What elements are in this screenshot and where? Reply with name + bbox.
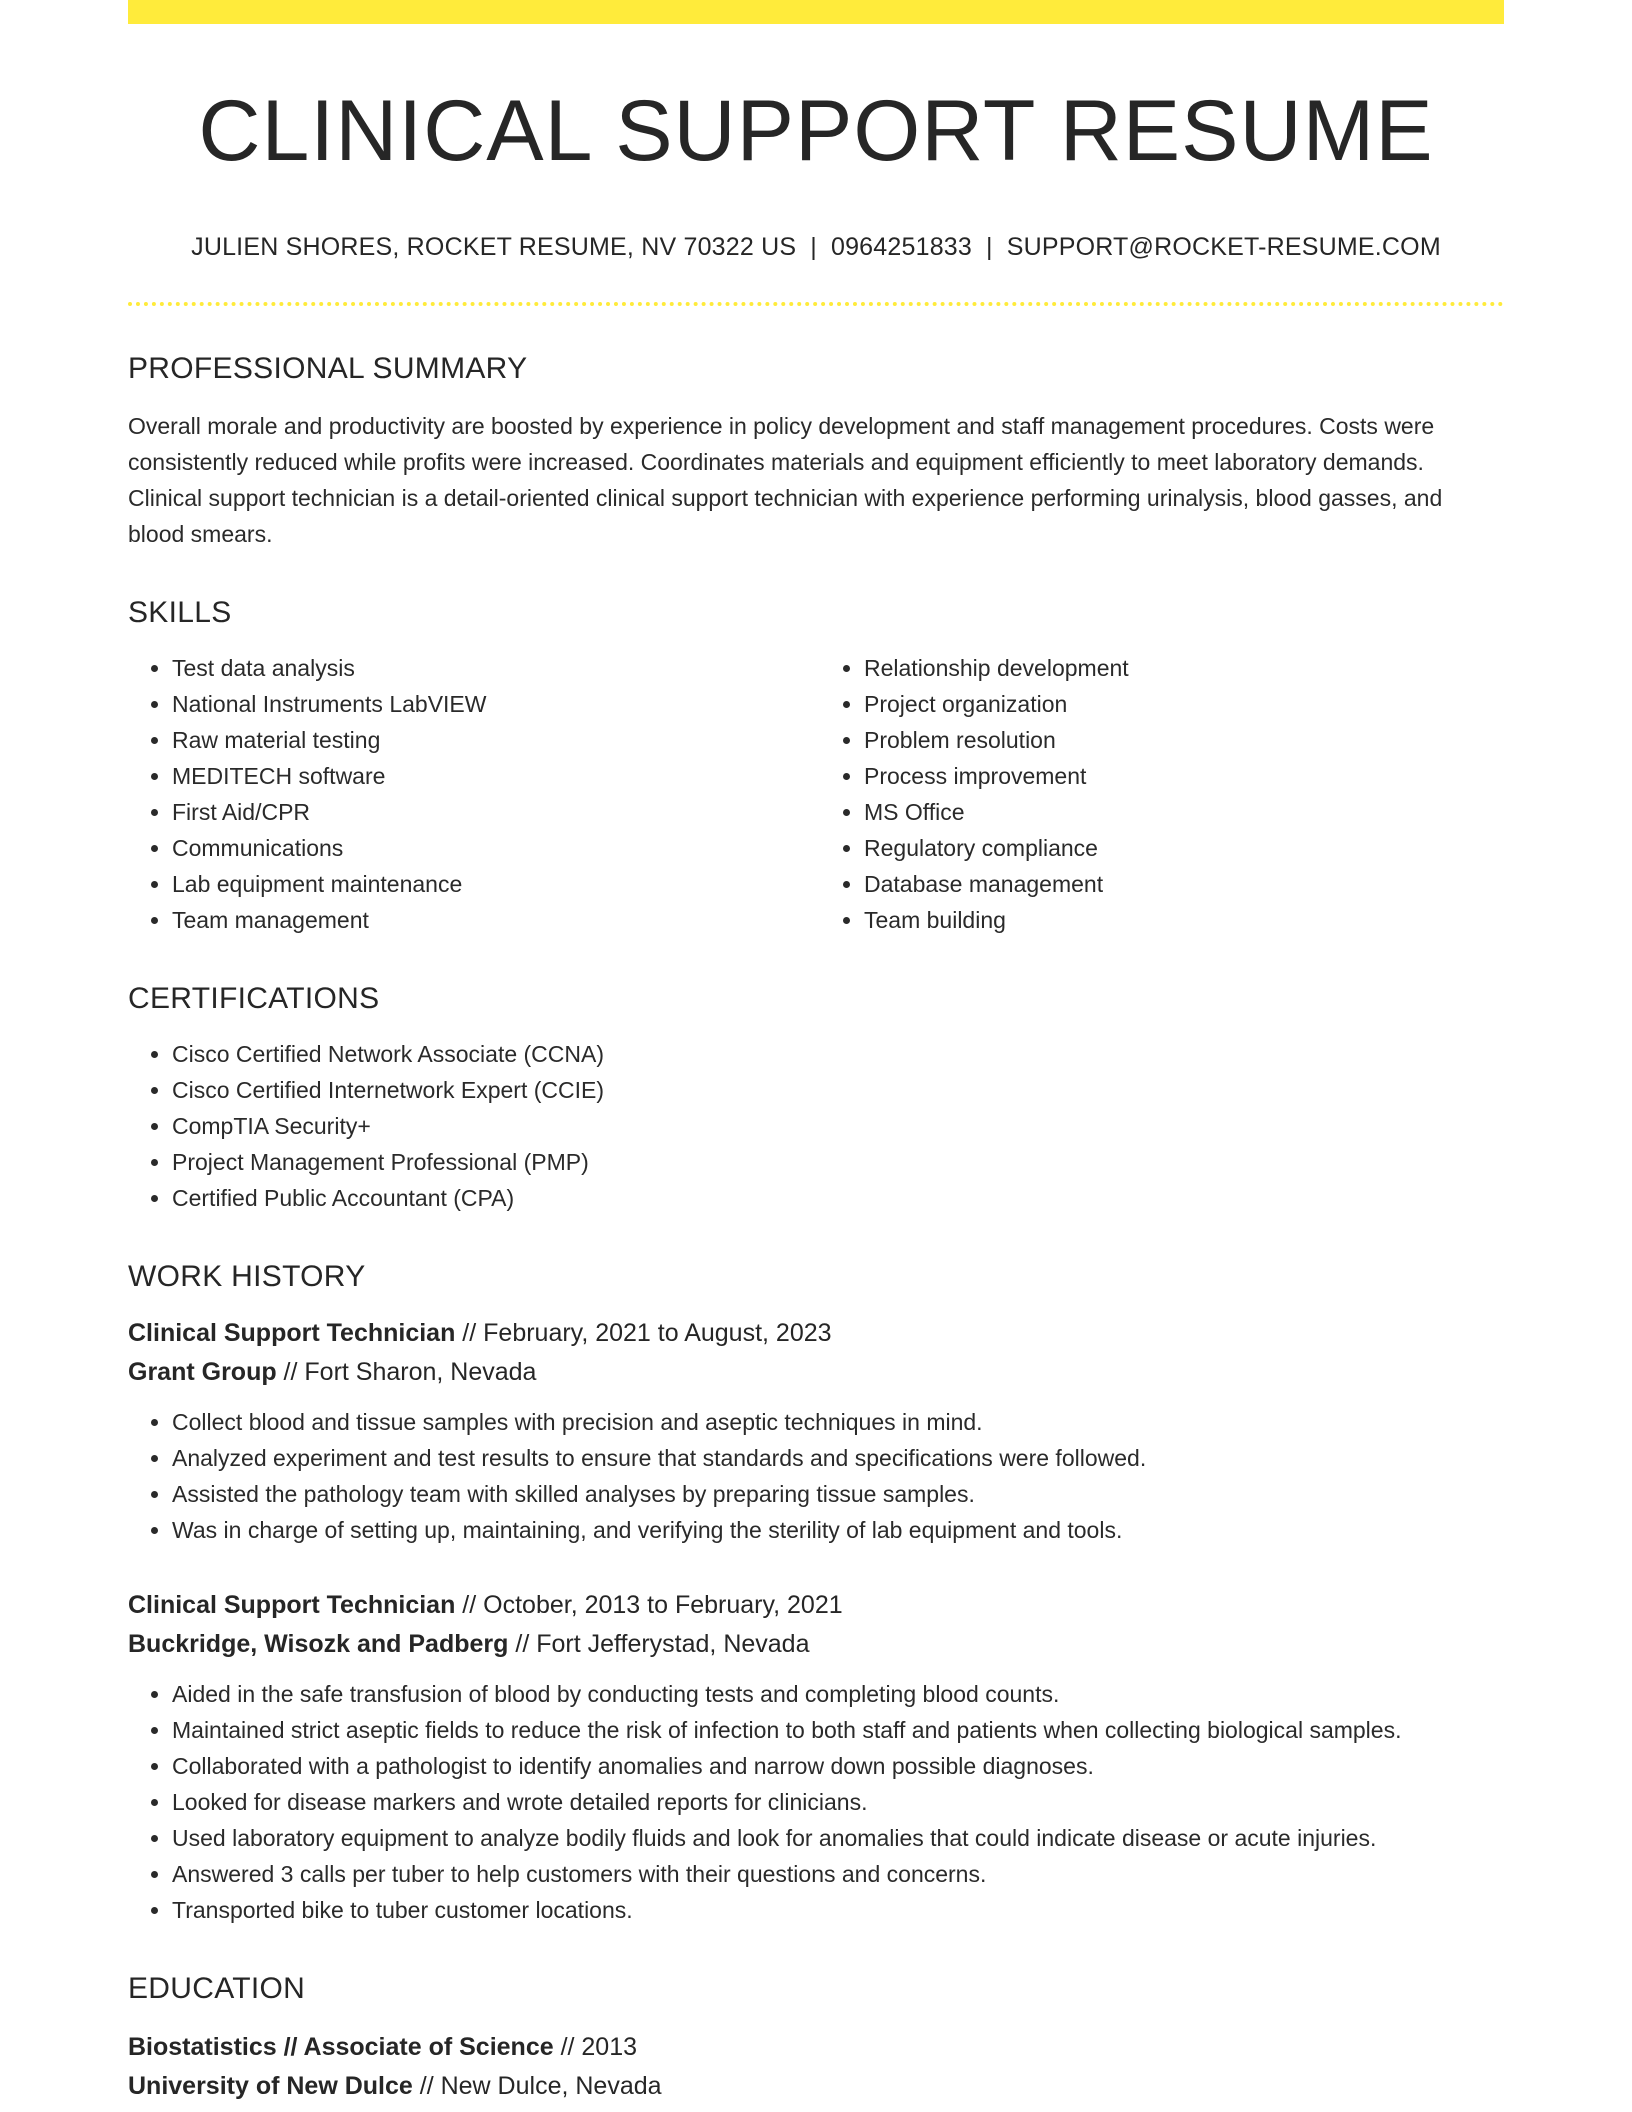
job-bullet: • Answered 3 calls per tuber to help customers with their questions and concerns. bbox=[172, 1856, 1504, 1892]
skills-list-right bbox=[816, 650, 1504, 938]
work-history-section bbox=[128, 1260, 1504, 1928]
contact-phone[interactable]: 0964251833 bbox=[830, 232, 973, 261]
job-entry bbox=[128, 1314, 1504, 1548]
job-bullet: • Assisted the pathology team with skilled analyses by preparing tissue samples. bbox=[172, 1476, 1504, 1512]
job-title-line bbox=[128, 1586, 1504, 1625]
education-location: // New Dulce, Nevada bbox=[412, 2071, 662, 2100]
certification-item: • Certified Public Accountant (CPA) bbox=[172, 1180, 1504, 1216]
skill-item: • MS Office bbox=[864, 794, 1504, 830]
job-bullet: • Looked for disease markers and wrote detailed reports for clinicians. bbox=[172, 1784, 1504, 1820]
skill-item: • Process improvement bbox=[864, 758, 1504, 794]
job-company: Buckridge, Wisozk and Padberg bbox=[128, 1629, 509, 1658]
certification-item: • Project Management Professional (PMP) bbox=[172, 1144, 1504, 1180]
skill-item: • Communications bbox=[172, 830, 816, 866]
job-company: Grant Group bbox=[128, 1357, 277, 1386]
skill-item: • Test data analysis bbox=[172, 650, 816, 686]
certifications-section bbox=[128, 982, 1504, 1216]
skill-item: • Regulatory compliance bbox=[864, 830, 1504, 866]
education-heading: EDUCATION bbox=[128, 1971, 306, 2005]
summary-section bbox=[128, 352, 1504, 552]
job-bullet: • Transported bike to tuber customer locations. bbox=[172, 1892, 1504, 1928]
skill-item: • National Instruments LabVIEW bbox=[172, 686, 816, 722]
skill-item: • Raw material testing bbox=[172, 722, 816, 758]
education-school: University of New Dulce bbox=[128, 2071, 413, 2100]
resume-page bbox=[128, 0, 1504, 2106]
job-location: // Fort Sharon, Nevada bbox=[276, 1357, 537, 1386]
job-bullet: • Used laboratory equipment to analyze bodily fluids and look for anomalies that could indicate disease or acute injuries. bbox=[172, 1820, 1504, 1856]
work-history-heading: WORK HISTORY bbox=[128, 1259, 366, 1293]
skills-grid bbox=[128, 630, 1504, 938]
certification-item: • Cisco Certified Internetwork Expert (CCIE) bbox=[172, 1072, 1504, 1108]
skill-item: • Lab equipment maintenance bbox=[172, 866, 816, 902]
job-bullet: • Was in charge of setting up, maintaining, and verifying the sterility of lab equipment and tools. bbox=[172, 1512, 1504, 1548]
summary-heading: PROFESSIONAL SUMMARY bbox=[128, 351, 528, 385]
job-title: Clinical Support Technician bbox=[128, 1318, 456, 1347]
education-entry bbox=[128, 2028, 1504, 2106]
job-bullet: • Aided in the safe transfusion of blood by conducting tests and completing blood counts. bbox=[172, 1676, 1504, 1712]
skill-item: • Relationship development bbox=[864, 650, 1504, 686]
job-bullet: • Collect blood and tissue samples with precision and aseptic techniques in mind. bbox=[172, 1404, 1504, 1440]
certification-item: • CompTIA Security+ bbox=[172, 1108, 1504, 1144]
education-section bbox=[128, 1972, 1504, 2106]
skill-item: • MEDITECH software bbox=[172, 758, 816, 794]
job-dates: // February, 2021 to August, 2023 bbox=[455, 1318, 832, 1347]
contact-separator: | bbox=[810, 232, 817, 261]
skill-item: • Team management bbox=[172, 902, 816, 938]
skills-heading: SKILLS bbox=[128, 595, 232, 629]
education-school-line bbox=[128, 2067, 1504, 2106]
contact-address: JULIEN SHORES, ROCKET RESUME, NV 70322 US bbox=[191, 232, 797, 261]
job-entry bbox=[128, 1586, 1504, 1928]
certification-item: • Cisco Certified Network Associate (CCNA) bbox=[172, 1036, 1504, 1072]
contact-separator: | bbox=[986, 232, 993, 261]
skills-section bbox=[128, 596, 1504, 938]
skill-item: • Team building bbox=[864, 902, 1504, 938]
education-year: // 2013 bbox=[553, 2032, 638, 2061]
skill-item: • Project organization bbox=[864, 686, 1504, 722]
job-bullet: • Analyzed experiment and test results to ensure that standards and specifications were followed. bbox=[172, 1440, 1504, 1476]
certifications-heading: CERTIFICATIONS bbox=[128, 981, 380, 1015]
dotted-divider bbox=[128, 302, 1504, 306]
summary-text: Overall morale and productivity are boosted by experience in policy development and staff management procedures. Costs were consistently reduced while profits were increased. Coordinates materials and equipment efficiently to meet laboratory demands. Clinical support technician is a detail-oriented clinical support technician with experience performing urinalysis, blood gasses, and blood smears. bbox=[128, 412, 1443, 547]
contact-line bbox=[128, 233, 1504, 262]
job-title-line bbox=[128, 1314, 1504, 1353]
skill-item: • Problem resolution bbox=[864, 722, 1504, 758]
job-bullet: • Collaborated with a pathologist to identify anomalies and narrow down possible diagnoses. bbox=[172, 1748, 1504, 1784]
certifications-list bbox=[128, 1036, 1504, 1216]
job-company-line bbox=[128, 1353, 1504, 1392]
education-degree: Biostatistics // Associate of Science bbox=[128, 2032, 554, 2061]
job-bullets bbox=[128, 1404, 1504, 1548]
job-bullet: • Maintained strict aseptic fields to reduce the risk of infection to both staff and patients when collecting biological samples. bbox=[172, 1712, 1504, 1748]
job-bullets bbox=[128, 1676, 1504, 1928]
skill-item: • Database management bbox=[864, 866, 1504, 902]
skills-list-left bbox=[128, 650, 816, 938]
job-title: Clinical Support Technician bbox=[128, 1590, 456, 1619]
contact-email[interactable]: SUPPORT@ROCKET-RESUME.COM bbox=[1006, 232, 1441, 261]
job-dates: // October, 2013 to February, 2021 bbox=[455, 1590, 843, 1619]
job-location: // Fort Jefferystad, Nevada bbox=[508, 1629, 810, 1658]
resume-title: CLINICAL SUPPORT RESUME bbox=[198, 83, 1434, 179]
skill-item: • First Aid/CPR bbox=[172, 794, 816, 830]
education-degree-line bbox=[128, 2028, 1504, 2067]
accent-top-bar bbox=[128, 0, 1504, 24]
job-company-line bbox=[128, 1625, 1504, 1664]
